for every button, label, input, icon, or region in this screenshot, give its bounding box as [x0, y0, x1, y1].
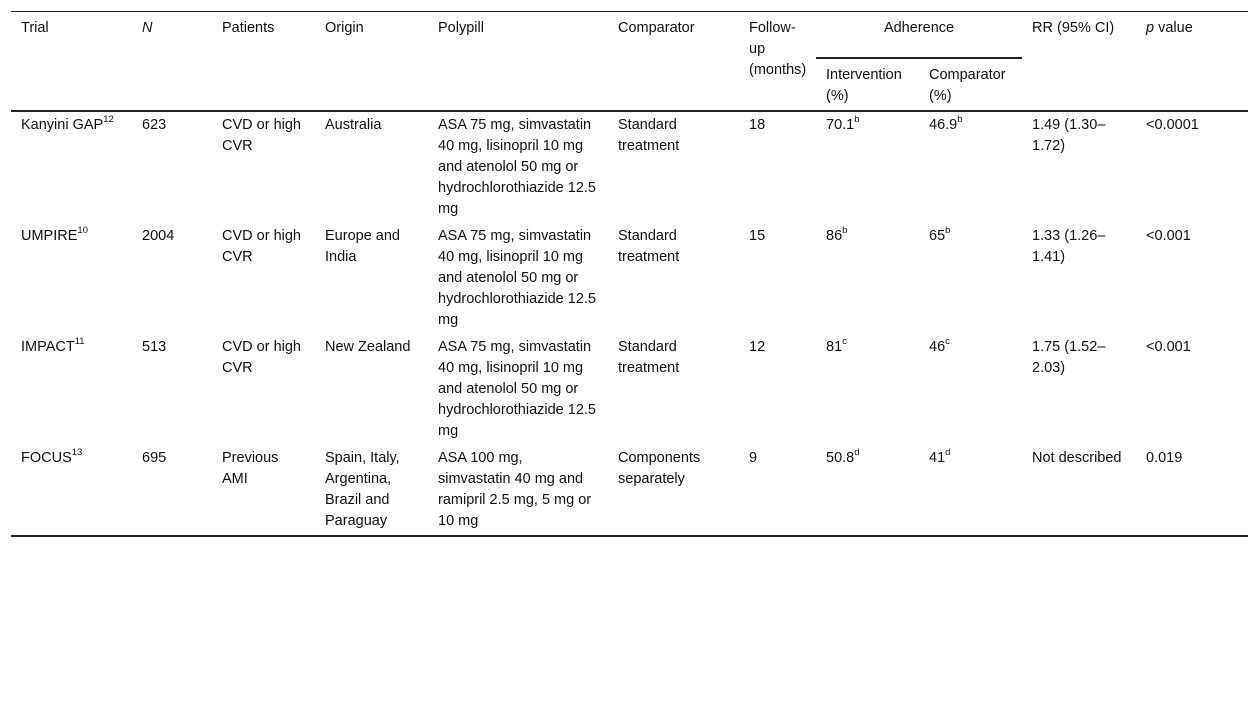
cell-p-value: 0.019 [1146, 450, 1183, 466]
header-comparator-pct: Comparator (%) [929, 67, 1006, 104]
comparator-footnote: b [945, 225, 951, 237]
cell-followup: 9 [749, 450, 758, 466]
cell-polypill: ASA 75 mg, simvastatin 40 mg, lisinopril 10 mg and atenolol 50 mg or hydrochlorothiazide 12.5 mg [438, 339, 596, 439]
intervention-footnote: b [854, 114, 860, 126]
header-n: N [142, 20, 153, 36]
cell-followup: 15 [749, 228, 766, 244]
header-origin: Origin [325, 20, 364, 36]
cell-comparator-adherence [919, 445, 1022, 536]
comparator-value: 41 [929, 450, 946, 466]
cell-trial [11, 111, 132, 223]
comparator-footnote: b [957, 114, 963, 126]
comparator-value: 46 [929, 339, 946, 355]
header-rr: RR (95% CI) [1032, 20, 1115, 36]
table-row [11, 223, 1248, 334]
intervention-footnote: d [854, 447, 860, 459]
cell-rr: 1.49 (1.30–1.72) [1032, 117, 1106, 154]
trial-reference: 10 [77, 225, 88, 237]
header-polypill: Polypill [438, 20, 484, 36]
cell-intervention-adherence [816, 445, 919, 536]
cell-origin: New Zealand [325, 339, 411, 355]
intervention-value: 81 [826, 339, 843, 355]
cell-comparator: Standard treatment [618, 228, 680, 265]
cell-origin: Spain, Italy, Argentina, Brazil and Paraguay [325, 450, 400, 529]
cell-patients: CVD or high CVR [222, 339, 301, 376]
cell-comparator-adherence [919, 334, 1022, 445]
comparator-footnote: d [945, 447, 951, 459]
header-followup: Follow-up (months) [749, 20, 807, 78]
cell-intervention-adherence [816, 223, 919, 334]
trial-name: Kanyini GAP [21, 117, 104, 133]
table-body [11, 111, 1248, 536]
trial-name: IMPACT [21, 339, 75, 355]
trial-reference: 11 [74, 336, 85, 348]
header-intervention-pct: Intervention (%) [826, 67, 902, 104]
comparator-footnote: c [945, 336, 950, 348]
table-row [11, 111, 1248, 223]
intervention-footnote: c [842, 336, 847, 348]
cell-comparator: Standard treatment [618, 117, 680, 154]
table-container [11, 11, 1248, 537]
cell-rr: 1.33 (1.26–1.41) [1032, 228, 1106, 265]
cell-n: 513 [142, 339, 167, 355]
cell-p-value: <0.001 [1146, 228, 1191, 244]
trial-name: FOCUS [21, 450, 72, 466]
cell-origin: Europe and India [325, 228, 400, 265]
cell-intervention-adherence [816, 111, 919, 223]
table-header [11, 12, 1248, 112]
cell-origin: Australia [325, 117, 382, 133]
intervention-value: 86 [826, 228, 843, 244]
trials-adherence-table [11, 11, 1248, 537]
cell-n: 2004 [142, 228, 175, 244]
table-row [11, 445, 1248, 536]
header-p-italic: p [1146, 20, 1155, 36]
header-trial: Trial [21, 20, 49, 36]
cell-n: 695 [142, 450, 167, 466]
cell-trial [11, 445, 132, 536]
header-comparator: Comparator [618, 20, 695, 36]
cell-comparator: Components separately [618, 450, 701, 487]
cell-polypill: ASA 75 mg, simvastatin 40 mg, lisinopril 10 mg and atenolol 50 mg or hydrochlorothiazide 12.5 mg [438, 117, 596, 217]
intervention-value: 70.1 [826, 117, 855, 133]
cell-comparator-adherence [919, 111, 1022, 223]
cell-n: 623 [142, 117, 167, 133]
cell-intervention-adherence [816, 334, 919, 445]
cell-trial [11, 334, 132, 445]
cell-followup: 12 [749, 339, 766, 355]
cell-p-value: <0.0001 [1146, 117, 1199, 133]
comparator-value: 46.9 [929, 117, 958, 133]
cell-patients: CVD or high CVR [222, 117, 301, 154]
intervention-value: 50.8 [826, 450, 855, 466]
comparator-value: 65 [929, 228, 946, 244]
cell-comparator: Standard treatment [618, 339, 680, 376]
cell-polypill: ASA 75 mg, simvastatin 40 mg, lisinopril 10 mg and atenolol 50 mg or hydrochlorothiazide 12.5 mg [438, 228, 596, 328]
intervention-footnote: b [842, 225, 848, 237]
header-p-value [1136, 12, 1248, 112]
cell-patients: CVD or high CVR [222, 228, 301, 265]
cell-rr: Not described [1032, 450, 1122, 466]
trial-reference: 12 [103, 114, 114, 126]
table-row [11, 334, 1248, 445]
header-adherence: Adherence [816, 12, 1022, 59]
cell-patients: Previous AMI [222, 450, 279, 487]
cell-polypill: ASA 100 mg, simvastatin 40 mg and ramipril 2.5 mg, 5 mg or 10 mg [438, 450, 592, 529]
cell-trial [11, 223, 132, 334]
cell-followup: 18 [749, 117, 766, 133]
cell-p-value: <0.001 [1146, 339, 1191, 355]
cell-comparator-adherence [919, 223, 1022, 334]
header-p-rest: value [1154, 20, 1193, 36]
cell-rr: 1.75 (1.52–2.03) [1032, 339, 1106, 376]
header-patients: Patients [222, 20, 275, 36]
trial-reference: 13 [71, 447, 83, 459]
trial-name: UMPIRE [21, 228, 78, 244]
